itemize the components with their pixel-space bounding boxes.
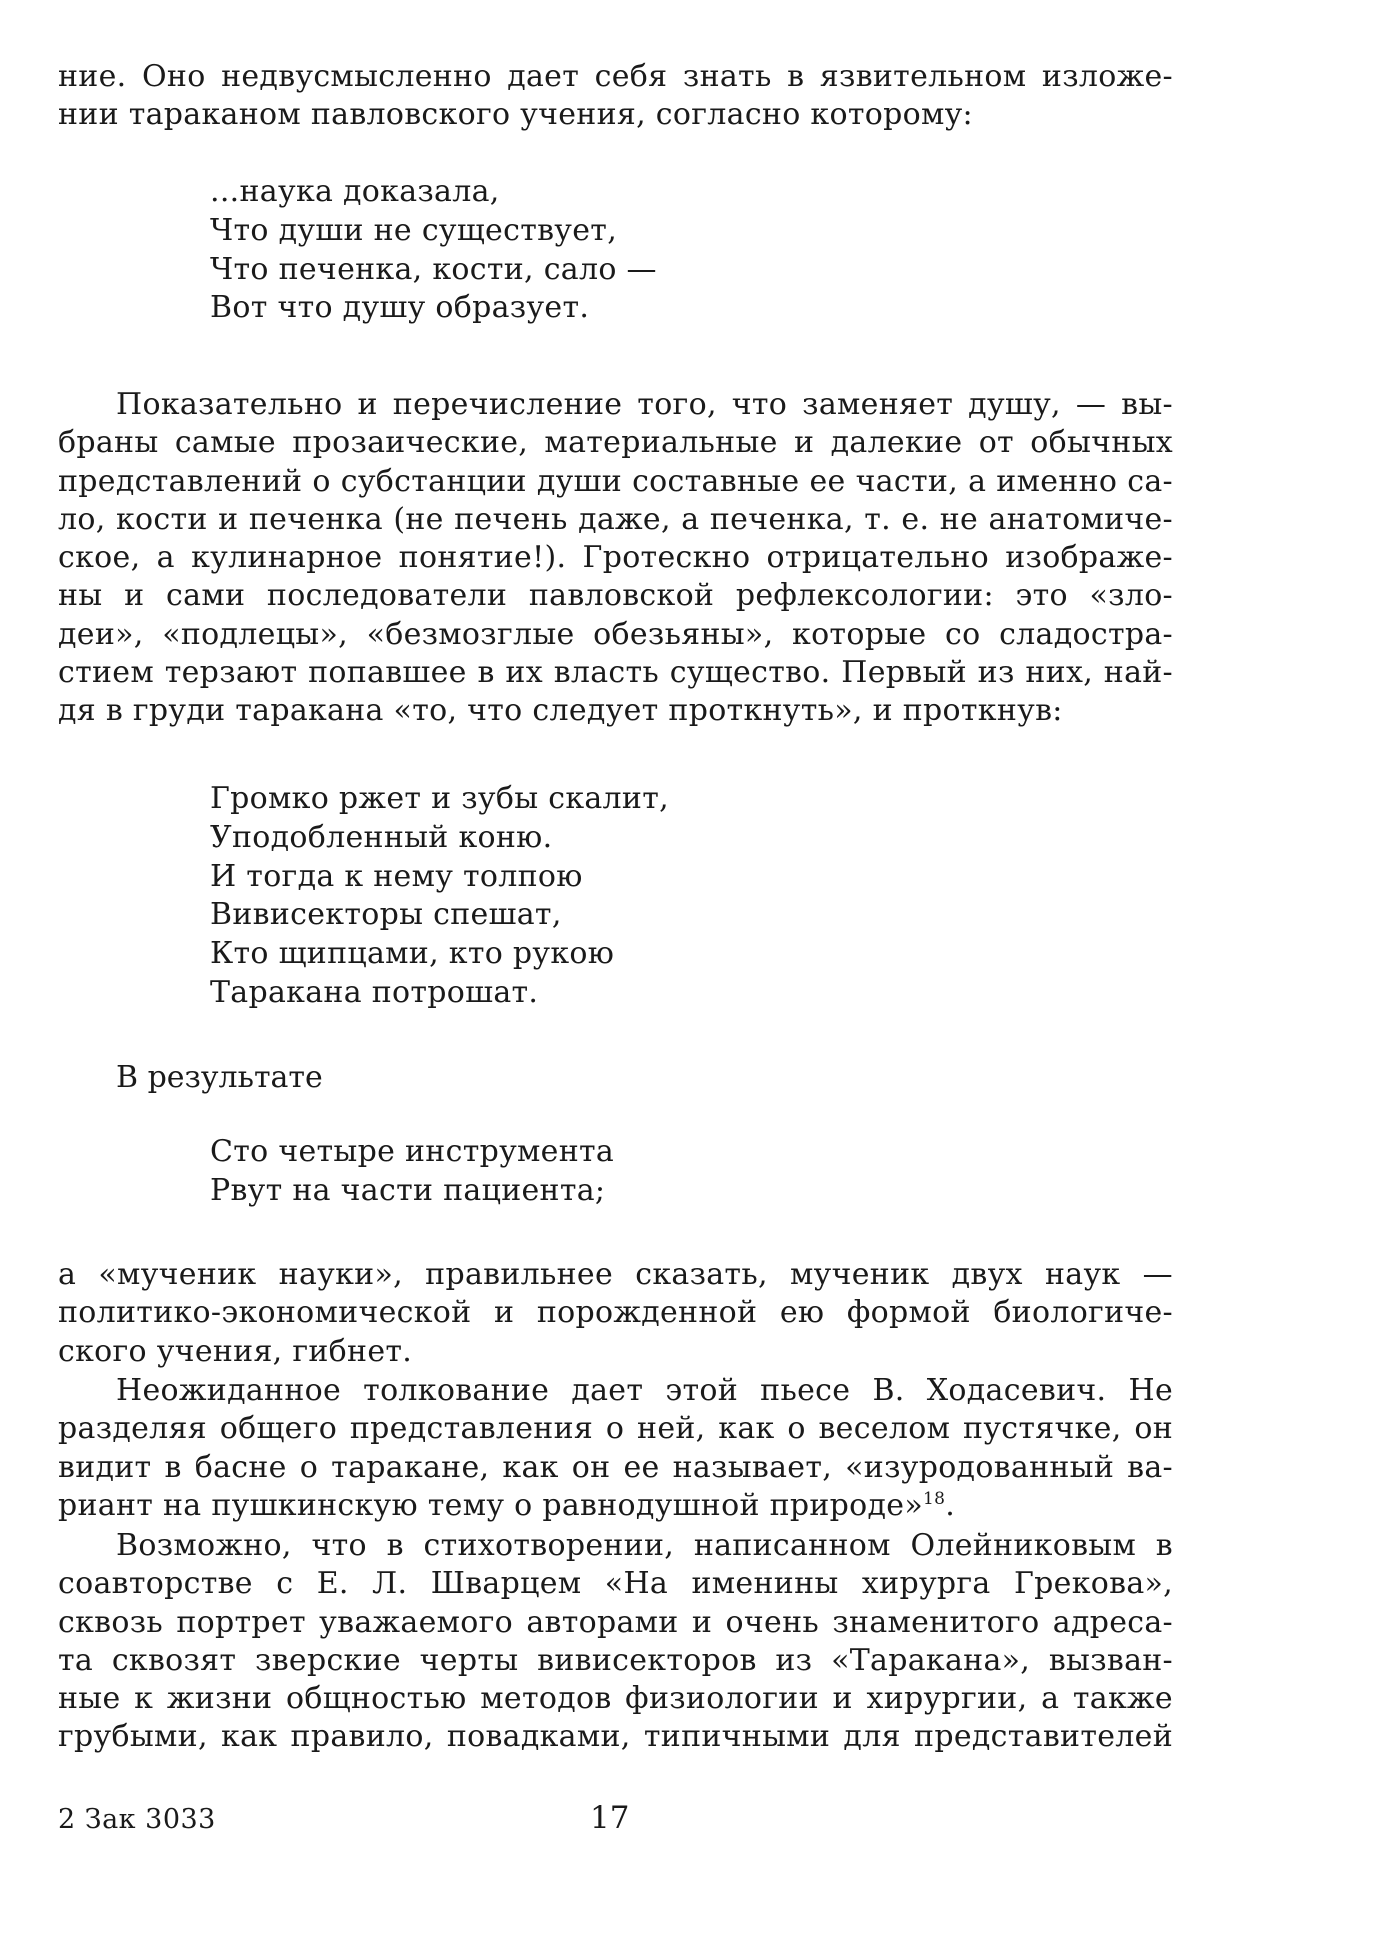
text-line: а «мученик науки», правильнее сказать, мученик двух наук — [58,1257,1173,1292]
text-line: представлений о субстанции души составные ее части, а именно са- [58,463,1173,499]
text-line: Неожиданное толкование дает этой пьесе В. Ходасевич. Не [116,1373,1173,1408]
verse-line: Рвут на части пациента; [210,1172,606,1208]
text-line: стием терзают попавшее в их власть существо. Первый из них, най- [58,655,1173,691]
text-line: деи», «подлецы», «безмозглые обезьяны», которые со сладостра- [58,616,1173,652]
printer-signature: 2 Зак 3033 [58,1804,216,1835]
verse-line: ...наука доказала, [210,174,500,209]
paragraph-3 [58,1256,1173,1371]
verse-line: И тогда к нему толпою [210,858,583,894]
text-line: браны самые прозаические, материальные и далекие от обычных [58,425,1173,461]
verse-line: Что печенка, кости, сало — [210,251,657,287]
footnote-reference[interactable]: 18 [923,1488,946,1509]
text-line: ло, кости и печенка (не печень даже, а печенка, т. е. не анатомиче- [58,501,1173,537]
verse-line: Сто четыре инструмента [210,1134,615,1169]
text-fragment: . [945,1487,956,1523]
paragraph-5 [58,1527,1173,1757]
text-line: Показательно и перечисление того, что заменяет душу, — вы- [116,387,1173,422]
verse-line: Уподобленный коню. [210,819,553,855]
text-line: нии тараканом павловского учения, согласно которому: [58,97,973,133]
text-line: ные к жизни общностью методов физиологии и хирургии, а также [58,1681,1173,1717]
text-line: разделяя общего представления о ней, как о веселом пустячке, он [58,1411,1173,1447]
text-line: политико-экономической и порожденной ею формой биологиче- [58,1295,1173,1331]
verse-line: Кто щипцами, кто рукою [210,936,615,972]
text-line: ское, а кулинарное понятие!). Гротескно отрицательно изображе- [58,540,1173,576]
verse-1 [210,173,657,328]
paragraph-4 [58,1372,1173,1525]
paragraph-1 [58,58,1173,135]
text-line: грубыми, как правило, повадками, типичными для представителей [58,1719,1173,1755]
verse-line: Вивисекторы спешат, [210,897,562,933]
text-line: видит в басне о таракане, как он ее называет, «изуродованный ва- [58,1449,1173,1485]
transition-text: В результате [116,1060,323,1095]
verse-3 [210,1133,614,1211]
text-line: ние. Оно недвусмысленно дает себя знать в язвительном изложе- [58,59,1173,94]
text-line: соавторстве с Е. Л. Шварцем «На именины хирурга Грекова», [58,1566,1173,1602]
text-line: дя в груди таракана «то, что следует проткнуть», и проткнув: [58,693,1063,729]
text-line [58,1487,1173,1525]
text-line: сквозь портрет уважаемого авторами и очень знаменитого адреса- [58,1604,1173,1640]
verse-2 [210,780,669,1013]
paragraph-2 [58,386,1173,731]
text-line: ского учения, гибнет. [58,1333,413,1369]
text-line: ны и сами последователи павловской рефлексологии: это «зло- [58,578,1173,614]
text-line: та сквозят зверские черты вивисекторов из «Таракана», вызван- [58,1642,1173,1678]
verse-line: Громко ржет и зубы скалит, [210,781,669,816]
verse-line: Таракана потрошат. [210,974,539,1010]
page-number: 17 [590,1800,630,1836]
text-line: Возможно, что в стихотворении, написанном Олейниковым в [116,1528,1173,1563]
text-fragment: риант на пушкинскую тему о равнодушной природе» [58,1487,924,1523]
verse-line: Что души не существует, [210,212,618,248]
verse-line: Вот что душу образует. [210,290,590,326]
